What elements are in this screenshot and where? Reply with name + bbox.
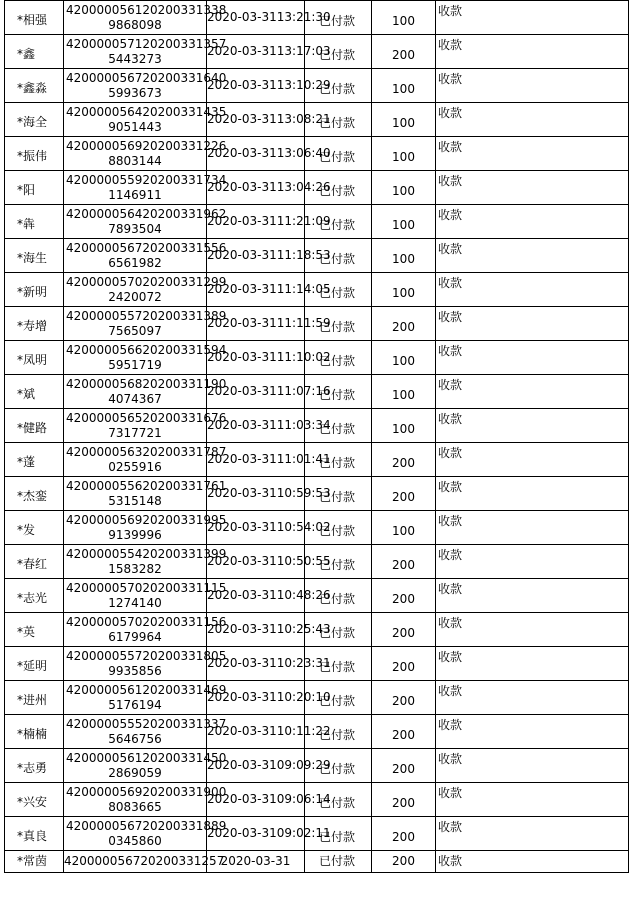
transaction-type-cell: 收款 [436, 511, 629, 545]
amount-cell: 100 [372, 239, 436, 273]
amount-cell: 200 [372, 579, 436, 613]
order-number-line1: 420000055920200331734 [66, 172, 227, 187]
payment-date: 2020-03-31 [207, 588, 277, 602]
transaction-type-cell: 收款 [436, 681, 629, 715]
order-number-line2: 0255916 [108, 459, 162, 474]
order-number-line1: 420000057020200331156 [66, 614, 227, 629]
order-number-cell [64, 239, 227, 273]
table-row [5, 409, 629, 443]
order-number-line1: 420000056620200331594 [66, 342, 227, 357]
payment-date: 2020-03-31 [207, 248, 277, 262]
table-row [5, 239, 629, 273]
order-number-line1: 420000056120200331338 [66, 2, 227, 17]
order-number-cell [64, 137, 227, 171]
amount-cell: 100 [372, 205, 436, 239]
order-number-line2: 6179964 [108, 629, 162, 644]
order-number-cell: 420000056720200331257 [64, 851, 207, 873]
order-number-line1: 420000056920200331995 [66, 512, 227, 527]
payment-status-cell: 已付款 [305, 35, 372, 69]
order-number-line2: 2420072 [108, 289, 162, 304]
payment-date: 2020-03-31 [207, 452, 277, 466]
order-number-line2: 1274140 [108, 595, 162, 610]
payer-name-cell: *鑫淼 [5, 69, 64, 103]
order-number-cell [64, 783, 227, 817]
order-number-line2: 5315148 [108, 493, 162, 508]
payment-status-cell: 已付款 [305, 307, 372, 341]
table-row [5, 681, 629, 715]
payment-time: 09:06:14 [276, 792, 331, 806]
amount-cell: 100 [372, 137, 436, 171]
amount-cell: 100 [372, 103, 436, 137]
order-number-line1: 420000056720200331889 [66, 818, 227, 833]
payer-name-cell: *英 [5, 613, 64, 647]
payer-name-cell: *鑫 [5, 35, 64, 69]
order-number-line1: 420000056420200331962 [66, 206, 227, 221]
order-number-cell [64, 205, 227, 239]
payment-date-cell: 2020-03-31 [207, 851, 305, 873]
order-number-line2: 0345860 [108, 833, 162, 848]
payment-date: 2020-03-31 [207, 520, 277, 534]
payment-status-cell: 已付款 [305, 443, 372, 477]
order-number-line1: 420000056320200331787 [66, 444, 227, 459]
payment-status-cell: 已付款 [305, 171, 372, 205]
order-number-line2: 1583282 [108, 561, 162, 576]
table-row [5, 715, 629, 749]
order-number-line2: 9935856 [108, 663, 162, 678]
transaction-type-cell: 收款 [436, 749, 629, 783]
amount-cell: 200 [372, 613, 436, 647]
payment-time: 10:50:55 [276, 554, 331, 568]
transaction-type-cell: 收款 [436, 375, 629, 409]
order-number-line1: 420000055620200331761 [66, 478, 227, 493]
payment-status-cell: 已付款 [305, 851, 372, 873]
transaction-type-cell: 收款 [436, 205, 629, 239]
order-number-line2: 5176194 [108, 697, 162, 712]
amount-cell: 200 [372, 851, 436, 873]
payment-status-cell: 已付款 [305, 817, 372, 851]
payer-name-cell: *杰銮 [5, 477, 64, 511]
transaction-type-cell: 收款 [436, 443, 629, 477]
order-number-cell [64, 715, 227, 749]
payment-status-cell: 已付款 [305, 375, 372, 409]
order-number-cell [64, 1, 227, 35]
order-number-line2: 9868098 [108, 17, 162, 32]
order-number-cell [64, 545, 227, 579]
table-row [5, 273, 629, 307]
payer-name-cell: *健路 [5, 409, 64, 443]
table-row [5, 511, 629, 545]
payment-time: 11:14:05 [276, 282, 331, 296]
amount-cell: 100 [372, 1, 436, 35]
payment-status-cell: 已付款 [305, 137, 372, 171]
payer-name-cell: *常茵 [5, 851, 64, 873]
order-number-line2: 5443273 [108, 51, 162, 66]
amount-cell: 100 [372, 273, 436, 307]
amount-cell: 100 [372, 409, 436, 443]
payment-time: 10:11:22 [276, 724, 331, 738]
payment-time: 09:02:11 [276, 826, 331, 840]
table-row [5, 137, 629, 171]
table-row [5, 1, 629, 35]
payment-status-cell: 已付款 [305, 511, 372, 545]
payment-time: 10:20:10 [276, 690, 331, 704]
order-number-line1: 420000055520200331337 [66, 716, 227, 731]
payment-time: 11:07:16 [276, 384, 331, 398]
amount-cell: 100 [372, 375, 436, 409]
order-number-line2: 1146911 [108, 187, 162, 202]
table-row [5, 171, 629, 205]
order-number-line1: 420000056720200331640 [66, 70, 227, 85]
payment-status-cell: 已付款 [305, 545, 372, 579]
payment-date: 2020-03-31 [207, 418, 277, 432]
order-number-line2: 7565097 [108, 323, 162, 338]
payment-time: 11:21:09 [276, 214, 331, 228]
table-row [5, 647, 629, 681]
payer-name-cell: *阳 [5, 171, 64, 205]
transaction-type-cell: 收款 [436, 1, 629, 35]
transaction-type-cell: 收款 [436, 171, 629, 205]
order-number-line2: 9139996 [108, 527, 162, 542]
payment-date: 2020-03-31 [207, 758, 277, 772]
transaction-type-cell: 收款 [436, 613, 629, 647]
payer-name-cell: *春红 [5, 545, 64, 579]
payment-time: 11:18:53 [276, 248, 331, 262]
payment-date: 2020-03-31 [207, 78, 277, 92]
payment-time: 10:54:02 [276, 520, 331, 534]
payment-status-cell: 已付款 [305, 681, 372, 715]
transaction-type-cell: 收款 [436, 715, 629, 749]
payment-status-cell: 已付款 [305, 205, 372, 239]
table-body [5, 1, 629, 873]
table-row [5, 783, 629, 817]
table-row [5, 35, 629, 69]
payment-status-cell: 已付款 [305, 715, 372, 749]
payment-time: 10:23:31 [276, 656, 331, 670]
payer-name-cell: *楠楠 [5, 715, 64, 749]
transaction-type-cell: 收款 [436, 341, 629, 375]
table-row [5, 341, 629, 375]
payment-time: 13:08:21 [276, 112, 331, 126]
order-number-cell [64, 273, 227, 307]
payment-date: 2020-03-31 [207, 656, 277, 670]
transaction-type-cell: 收款 [436, 35, 629, 69]
payment-date: 2020-03-31 [207, 554, 277, 568]
order-number-cell [64, 749, 227, 783]
order-number-line2: 7893504 [108, 221, 162, 236]
payer-name-cell: *犇 [5, 205, 64, 239]
payment-date: 2020-03-31 [207, 792, 277, 806]
payment-time: 13:17:03 [276, 44, 331, 58]
transaction-type-cell: 收款 [436, 137, 629, 171]
payment-time: 13:21:30 [276, 10, 331, 24]
payment-time: 11:01:41 [276, 452, 331, 466]
order-number-line1: 420000057020200331299 [66, 274, 227, 289]
payer-name-cell: *振伟 [5, 137, 64, 171]
order-number-line2: 9051443 [108, 119, 162, 134]
order-number-cell [64, 69, 227, 103]
payer-name-cell: *进州 [5, 681, 64, 715]
order-number-line2: 2869059 [108, 765, 162, 780]
transaction-type-cell: 收款 [436, 273, 629, 307]
payer-name-cell: *凤明 [5, 341, 64, 375]
payment-status-cell: 已付款 [305, 783, 372, 817]
payment-time: 10:25:43 [276, 622, 331, 636]
order-number-line2: 5951719 [108, 357, 162, 372]
payment-time: 11:10:02 [276, 350, 331, 364]
order-number-line1: 420000056120200331469 [66, 682, 227, 697]
table-row [5, 817, 629, 851]
amount-cell: 200 [372, 477, 436, 511]
payer-name-cell: *发 [5, 511, 64, 545]
transaction-type-cell: 收款 [436, 307, 629, 341]
payer-name-cell: *志光 [5, 579, 64, 613]
order-number-line1: 420000057120200331357 [66, 36, 227, 51]
payment-date: 2020-03-31 [207, 486, 277, 500]
payment-time: 10:48:26 [276, 588, 331, 602]
payment-date: 2020-03-31 [207, 316, 277, 330]
order-number-line1: 420000056720200331556 [66, 240, 227, 255]
order-number-cell [64, 613, 227, 647]
order-number-cell [64, 681, 227, 715]
payment-date: 2020-03-31 [207, 384, 277, 398]
order-number-line1: 420000056420200331435 [66, 104, 227, 119]
payment-status-cell: 已付款 [305, 409, 372, 443]
order-number-line1: 420000055720200331389 [66, 308, 227, 323]
payer-name-cell: *海全 [5, 103, 64, 137]
payment-date: 2020-03-31 [207, 282, 277, 296]
payment-table-sheet [4, 0, 628, 873]
order-number-line2: 7317721 [108, 425, 162, 440]
order-number-line1: 420000056920200331226 [66, 138, 227, 153]
payment-status-cell: 已付款 [305, 647, 372, 681]
amount-cell: 200 [372, 647, 436, 681]
transaction-type-cell: 收款 [436, 817, 629, 851]
amount-cell: 200 [372, 783, 436, 817]
amount-cell: 100 [372, 69, 436, 103]
table-row [5, 205, 629, 239]
amount-cell: 200 [372, 817, 436, 851]
payment-date: 2020-03-31 [207, 112, 277, 126]
payment-date: 2020-03-31 [207, 214, 277, 228]
payer-name-cell: *兴安 [5, 783, 64, 817]
payment-time: 13:10:29 [276, 78, 331, 92]
table-row [5, 613, 629, 647]
order-number-cell [64, 647, 227, 681]
payment-date: 2020-03-31 [207, 826, 277, 840]
transaction-type-cell: 收款 [436, 409, 629, 443]
payer-name-cell: *延明 [5, 647, 64, 681]
amount-cell: 200 [372, 681, 436, 715]
table-row [5, 545, 629, 579]
payment-time: 11:11:59 [276, 316, 331, 330]
order-number-cell [64, 409, 227, 443]
payer-name-cell: *新明 [5, 273, 64, 307]
order-number-cell [64, 341, 227, 375]
payment-status-cell: 已付款 [305, 579, 372, 613]
table-row [5, 579, 629, 613]
payer-name-cell: *蓬 [5, 443, 64, 477]
order-number-cell [64, 35, 227, 69]
order-number-cell [64, 375, 227, 409]
amount-cell: 200 [372, 35, 436, 69]
amount-cell: 200 [372, 443, 436, 477]
amount-cell: 200 [372, 545, 436, 579]
transaction-type-cell: 收款 [436, 851, 629, 873]
order-number-cell [64, 817, 227, 851]
payment-time: 09:09:29 [276, 758, 331, 772]
payment-status-cell: 已付款 [305, 69, 372, 103]
payment-status-cell: 已付款 [305, 477, 372, 511]
payment-status-cell: 已付款 [305, 1, 372, 35]
payment-time: 11:03:34 [276, 418, 331, 432]
order-number-line2: 6561982 [108, 255, 162, 270]
order-number-cell [64, 477, 227, 511]
table-row [5, 477, 629, 511]
payer-name-cell: *斌 [5, 375, 64, 409]
payment-status-cell: 已付款 [305, 239, 372, 273]
order-number-line2: 4074367 [108, 391, 162, 406]
payment-date: 2020-03-31 [207, 146, 277, 160]
payment-status-cell: 已付款 [305, 103, 372, 137]
payment-time: 10:59:53 [276, 486, 331, 500]
transaction-type-cell: 收款 [436, 647, 629, 681]
order-number-line1: 420000055420200331399 [66, 546, 227, 561]
order-number-cell [64, 171, 227, 205]
payer-name-cell: *海生 [5, 239, 64, 273]
order-number-line1: 420000056120200331450 [66, 750, 227, 765]
order-number-cell [64, 579, 227, 613]
payment-status-cell: 已付款 [305, 273, 372, 307]
order-number-cell [64, 103, 227, 137]
amount-cell: 200 [372, 307, 436, 341]
payer-name-cell: *志勇 [5, 749, 64, 783]
order-number-line1: 420000056520200331676 [66, 410, 227, 425]
order-number-line2: 5993673 [108, 85, 162, 100]
table-row [5, 375, 629, 409]
payment-date: 2020-03-31 [207, 180, 277, 194]
order-number-cell [64, 443, 227, 477]
order-number-line1: 420000056820200331190 [66, 376, 227, 391]
payment-time: 13:06:40 [276, 146, 331, 160]
transaction-type-cell: 收款 [436, 545, 629, 579]
amount-cell: 200 [372, 715, 436, 749]
table-row [5, 443, 629, 477]
payment-date: 2020-03-31 [207, 724, 277, 738]
order-number-line1: 420000056920200331900 [66, 784, 227, 799]
order-number-line2: 8083665 [108, 799, 162, 814]
payment-status-cell: 已付款 [305, 613, 372, 647]
payer-name-cell: *相强 [5, 1, 64, 35]
payment-date: 2020-03-31 [207, 44, 277, 58]
order-number-line1: 420000055720200331805 [66, 648, 227, 663]
payer-name-cell: *真良 [5, 817, 64, 851]
order-number-line2: 8803144 [108, 153, 162, 168]
transaction-type-cell: 收款 [436, 579, 629, 613]
transaction-type-cell: 收款 [436, 477, 629, 511]
transaction-type-cell: 收款 [436, 239, 629, 273]
transaction-type-cell: 收款 [436, 69, 629, 103]
order-number-cell [64, 511, 227, 545]
payment-date: 2020-03-31 [207, 10, 277, 24]
amount-cell: 100 [372, 171, 436, 205]
transaction-type-cell: 收款 [436, 103, 629, 137]
order-number-line2: 5646756 [108, 731, 162, 746]
table-row [5, 851, 629, 873]
payment-date: 2020-03-31 [207, 622, 277, 636]
payment-records-table [4, 0, 629, 873]
table-row [5, 307, 629, 341]
amount-cell: 100 [372, 511, 436, 545]
payment-time: 13:04:26 [276, 180, 331, 194]
payment-status-cell: 已付款 [305, 341, 372, 375]
amount-cell: 100 [372, 341, 436, 375]
amount-cell: 200 [372, 749, 436, 783]
table-row [5, 69, 629, 103]
transaction-type-cell: 收款 [436, 783, 629, 817]
order-number-line1: 420000057020200331115 [66, 580, 227, 595]
payment-status-cell: 已付款 [305, 749, 372, 783]
payment-date: 2020-03-31 [207, 690, 277, 704]
payment-date: 2020-03-31 [207, 350, 277, 364]
order-number-cell [64, 307, 227, 341]
table-row [5, 103, 629, 137]
payer-name-cell: *寿增 [5, 307, 64, 341]
table-row [5, 749, 629, 783]
